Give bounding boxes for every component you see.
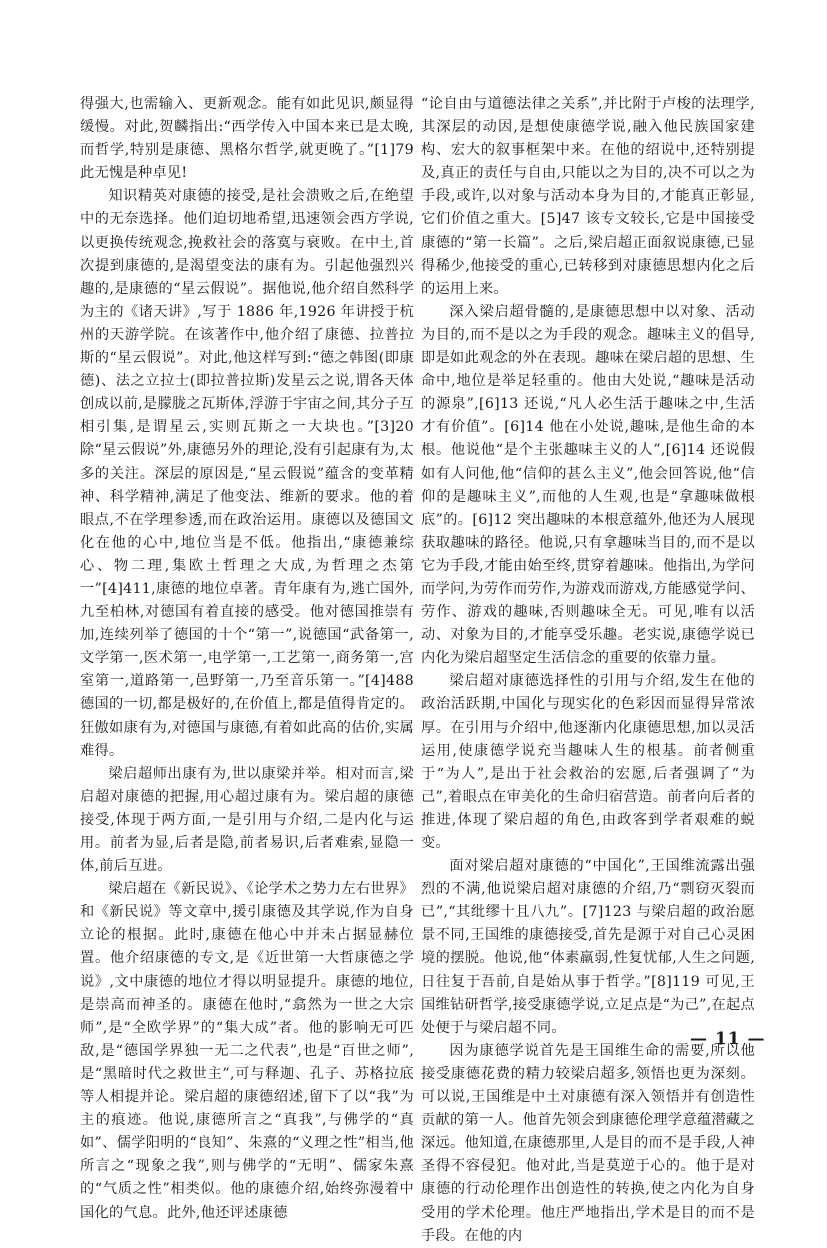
paragraph: 面对梁启超对康德的“中国化”,王国维流露出强烈的不满,他说梁启超对康德的介绍,乃“剽窃灭裂而已”,“其纰缪十且八九”。[7]123 与梁启超的政治愿景不同,王国维的康德接受,首先是源于对自己心灵困境的摆脱。他说,他“体素羸弱,性复忧郁,人生之问题,日往复于吾前,自是始从事于哲学。”[8]119 可见,王国维钻研哲学,接受康德学说,立足点是“为己”,在起点处便于与梁启超不同。 — [421, 858, 755, 1036]
paragraph: 深入梁启超骨髓的,是康德思想中以对象、活动为目的,而不是以之为手段的观念。趣味主义的倡导,即是如此观念的外在表现。趣味在梁启超的思想、生命中,地位是举足轻重的。他由大处说,“趣味是活动的源泉”,[6]13 还说,“凡人必生活于趣味之中,生活才有价值”。[6]14 他在小处说,趣味,是他生命的本根。他说他“是个主张趣味主义的人”,[6]14 还说假如有人问他,他“信仰的甚么主义”,他会回答说,他“信仰的是趣味主义”,而他的人生观,也是“拿趣味做根底”的。[6]12 突出趣味的本根意蕴外,他还为人展现获取趣味的路径。他说,只有拿趣味当目的,而不是以它为手段,才能由始至终,贯穿着趣味。他指出,为学问而学问,为劳作而劳作,为游戏而游戏,方能感觉学问、劳作、游戏的趣味,否则趣味全无。可见,唯有以活动、对象为目的,才能享受乐趣。老实说,康德学说已内化为梁启超坚定生活信念的重要的依靠力量。 — [421, 303, 755, 667]
paragraph: 因为康德学说首先是王国维生命的需要,所以他接受康德花费的精力较梁启超多,领悟也更为深刻。可以说,王国维是中土对康德有深入领悟并有创造性贡献的第一人。他首先领会到康德伦理学意蕴潜藏之深远。他知道,在康德那里,人是目的而不是手段,人神圣得不容侵犯。他对此,当是莫逆于心的。他于是对康德的行动伦理作出创造性的转换,使之内化为自身受用的学术伦理。他庄严地指出,学术是目的而不是手段。在他的内 — [421, 1042, 755, 1244]
paragraph: “论自由与道德法律之关系”,并比附于卢梭的法理学,其深层的动因,是想使康德学说,融入他民族国家建构、宏大的叙事框架中来。在他的绍说中,还特别提及,真正的责任与自由,只能以之为目的,决不可以之为手段,或许,以对象与活动本身为目的,才能真正彰显,它们价值之重大。[5]47 该专文较长,它是中国接受康德的“第一长篇”。之后,梁启超正面叙说康德,已显得稀少,他接受的重心,已转移到对康德思想内化之后的运用上来。 — [421, 96, 755, 297]
paragraph: 得强大,也需输入、更新观念。能有如此见识,颇显得缓慢。对此,贺麟指出:“西学传入中国本来已是太晚,而哲学,特别是康德、黑格尔哲学,就更晚了。”[1]79 此无愧是种卓见! — [80, 96, 414, 182]
paragraph: 知识精英对康德的接受,是社会溃败之后,在绝望中的无奈选择。他们迫切地希望,迅速领会西方学说,以更换传统观念,挽救社会的落寞与衰败。在中土,首次提到康德的,是渴望变法的康有为。引起他强烈兴趣的,是康德的“星云假说”。据他说,他介绍自然科学为主的《诸天讲》,写于 1886 年,1926 年讲授于杭州的天游学院。在该著作中,他介绍了康德、拉普拉斯的“星云假说”。对此,他这样写到:“德之韩图(即康德)、法之立拉士(即拉普拉斯)发星云之说,谓各天体创成以前,是朦胧之瓦斯体,浮游于宇宙之间,其分子互相引集,是谓星云,实则瓦斯之一大块也。”[3]20 除“星云假说”外,康德另外的理论,没有引起康有为,太多的关注。深层的原因是,“星云假说”蕴含的变革精神、科学精神,满足了他变法、维新的要求。他的着眼点,不在学理参透,而在政治运用。康德以及德国文化在他的心中,地位当是不低。他指出,“康德兼综心、物二理,集欧土哲理之大成,为哲理之杰第一”[4]411,康德的地位卓著。青年康有为,逃亡国外,九至柏林,对德国有着直接的感受。他对德国推崇有加,连续列举了德国的十个“第一”,说德国“武备第一,文学第一,医术第一,电学第一,工艺第一,商务第一,宫室第一,道路第一,邑野第一,乃至音乐第一。”[4]488 德国的一切,都是极好的,在价值上,都是值得肯定的。狂傲如康有为,对德国与康德,有着如此高的估价,实属难得。 — [80, 188, 414, 759]
paragraph: 梁启超师出康有为,世以康梁并举。相对而言,梁启超对康德的把握,用心超过康有为。梁启超的康德接受,体现于两方面,一是引用与介绍,二是内化与运用。前者为显,后者是隐,前者易识,后者难索,显隐一体,前后互进。 — [80, 765, 414, 875]
left-column — [80, 93, 414, 1225]
page-number: — 11 — — [690, 1029, 766, 1049]
paragraph: 梁启超对康德选择性的引用与介绍,发生在他的政治活跃期,中国化与现实化的色彩因而显得异常浓厚。在引用与介绍中,他逐渐内化康德思想,加以灵活运用,使康德学说充当趣味人生的根基。前者侧重于“为人”,是出于社会救治的宏愿,后者强调了“为己”,着眼点在审美化的生命归宿营造。前者向后者的推进,体现了梁启超的角色,由政客到学者艰难的蜕变。 — [421, 673, 755, 851]
paragraph: 梁启超在《新民说》、《论学术之势力左右世界》和《新民说》等文章中,援引康德及其学说,作为自身立论的根据。此时,康德在他心中并未占据显赫位置。他介绍康德的专文,是《近世第一大哲康德之学说》,文中康德的地位才得以明显提升。康德的地位,是崇高而神圣的。康德在他时,“翕然为一世之大宗师”,是“全欧学界”的“集大成”者。他的影响无可匹敌,是“德国学界独一无二之代表”,也是“百世之师”,是“黑暗时代之救世主”,可与释迦、孔子、苏格拉底等人相提并论。梁启超的康德绍述,留下了以“我”为主的痕迹。他说,康德所言之“真我”,与佛学的“真如”、儒学阳明的“良知”、朱熹的“义理之性”相当,他所言之“现象之我”,则与佛学的“无明”、儒家朱熹的“气质之性”相类似。他的康德介绍,始终弥漫着中国化的气息。此外,他还评述康德 — [80, 881, 414, 1221]
right-column — [421, 93, 755, 1248]
